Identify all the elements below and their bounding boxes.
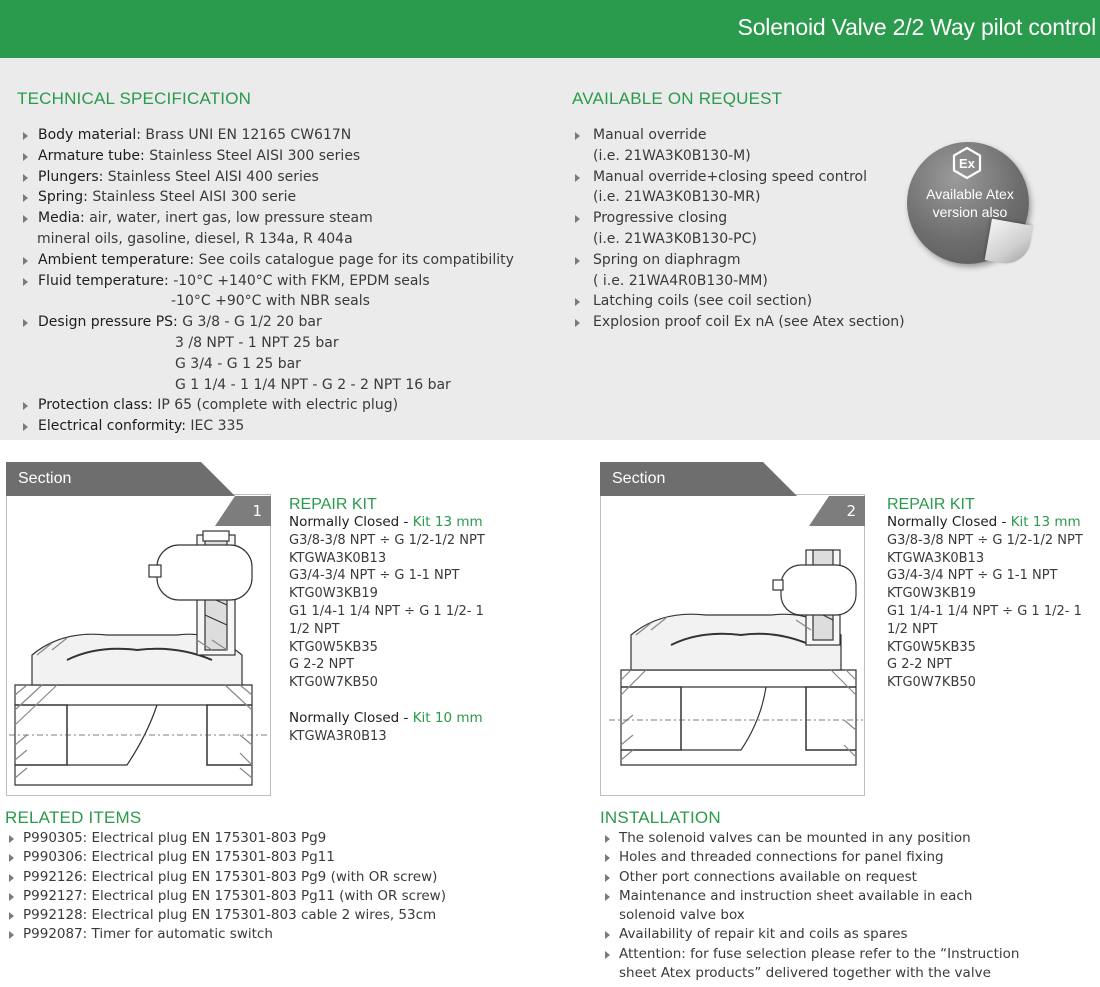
installation-item	[601, 925, 1019, 944]
section-1-number: 1	[235, 496, 271, 526]
spec-value: -10°C +140°C with FKM, EPDM seals	[168, 272, 430, 289]
kit-size: Kit 13 mm	[1010, 514, 1081, 530]
section-2-number: 2	[829, 496, 865, 526]
available-item-text: ( i.e. 21WA4R0B130-MM)	[593, 272, 768, 289]
spec-value: Stainless Steel AISI 400 series	[103, 168, 319, 185]
bullet-arrow-icon	[23, 132, 28, 140]
related-items-list	[5, 829, 446, 945]
spec-label: Armature tube:	[38, 147, 145, 164]
bullet-arrow-icon	[575, 257, 580, 265]
spec-item	[0, 125, 514, 146]
installation-item	[601, 964, 1019, 983]
installation-list	[601, 829, 1019, 983]
available-item-text: Latching coils (see coil section)	[593, 293, 813, 310]
spec-label: Plungers:	[38, 168, 104, 185]
available-item	[572, 312, 905, 333]
repair-kit-line: KTG0W3KB19	[887, 586, 976, 602]
available-item-text: Explosion proof coil Ex nA (see Atex section)	[593, 314, 905, 331]
related-item-text: P992087: Timer for automatic switch	[23, 926, 273, 943]
repair-kit-2	[887, 495, 1083, 692]
installation-item	[601, 868, 1019, 887]
repair-kit-subtitle	[887, 514, 1083, 532]
repair-kit-1	[289, 495, 485, 746]
installation-item-text: Other port connections available on request	[619, 868, 917, 885]
available-item-text: Spring on diaphragm	[593, 251, 741, 268]
spec-item	[0, 271, 514, 292]
spec-value: IEC 335	[185, 418, 245, 435]
repair-kit-line: KTG0W5KB35	[887, 639, 976, 655]
available-item	[572, 291, 905, 312]
spec-value: 3 /8 NPT - 1 NPT 25 bar	[175, 334, 339, 351]
section-1-tab-slant	[201, 462, 235, 496]
available-item	[572, 271, 905, 292]
kit-size: Kit 10 mm	[412, 709, 483, 726]
available-item	[572, 208, 905, 229]
section-2-tab: Section	[600, 462, 763, 496]
repair-kit-line: G1 1/4-1 1/4 NPT ÷ G 1 1/2- 1	[289, 603, 484, 619]
section-1-box	[6, 494, 271, 796]
spec-item	[0, 146, 514, 167]
related-item	[5, 829, 446, 848]
atex-badge-text	[907, 185, 1033, 221]
spec-item	[0, 187, 514, 208]
installation-item-text: Maintenance and instruction sheet available in each	[619, 887, 973, 904]
spec-value: G 1 1/4 - 1 1/4 NPT - G 2 - 2 NPT 16 bar	[175, 376, 451, 393]
bullet-arrow-icon	[575, 215, 580, 223]
installation-item	[601, 906, 1019, 925]
bullet-arrow-icon	[575, 174, 580, 182]
available-item	[572, 187, 905, 208]
section-2-tab-slant	[763, 462, 797, 496]
repair-kit-line: G3/8-3/8 NPT ÷ G 1/2-1/2 NPT	[289, 532, 485, 548]
bullet-arrow-icon	[605, 951, 610, 959]
bullet-arrow-icon	[9, 912, 14, 920]
page-header	[0, 0, 1100, 58]
installation-item	[601, 945, 1019, 964]
bullet-arrow-icon	[23, 402, 28, 410]
related-item-text: P992126: Electrical plug EN 175301-803 Pg9 (with OR screw)	[23, 868, 438, 885]
installation-item	[601, 887, 1019, 906]
available-item-text: Manual override+closing speed control	[593, 168, 867, 185]
repair-kit-line: G1 1/4-1 1/4 NPT ÷ G 1 1/2- 1	[887, 603, 1082, 619]
spec-value: air, water, inert gas, low pressure steam	[84, 210, 373, 227]
spec-item	[0, 416, 514, 437]
available-item-text: Manual override	[593, 127, 707, 143]
bullet-arrow-icon	[605, 874, 610, 882]
valve-section-drawing-2	[601, 495, 864, 795]
spec-value: G 3/4 - G 1 25 bar	[175, 355, 301, 372]
repair-kit-line: KTG0W3KB19	[289, 586, 378, 602]
repair-kit-line: KTG0W7KB50	[289, 675, 378, 691]
spec-label: Media:	[38, 210, 85, 227]
spec-label: Ambient temperature:	[38, 251, 195, 268]
related-item-text: P990306: Electrical plug EN 175301-803 Pg11	[23, 849, 335, 866]
bullet-arrow-icon	[9, 874, 14, 882]
installation-item-text: Holes and threaded connections for panel fixing	[619, 849, 944, 866]
spec-item	[0, 312, 514, 333]
ex-hexagon-icon	[950, 146, 984, 180]
installation-title: INSTALLATION	[600, 808, 721, 827]
spec-item	[0, 208, 514, 229]
tech-spec-title: TECHNICAL SPECIFICATION	[17, 89, 252, 108]
spec-value: mineral oils, gasoline, diesel, R 134a, R 404a	[37, 230, 353, 247]
available-list	[572, 125, 905, 333]
bullet-arrow-icon	[23, 153, 28, 161]
installation-item-text: sheet Atex products” delivered together with the valve	[619, 965, 991, 982]
repair-kit-line: G 2-2 NPT	[289, 657, 355, 673]
bullet-arrow-icon	[23, 423, 28, 431]
installation-item	[601, 848, 1019, 867]
installation-item-text: The solenoid valves can be mounted in any position	[619, 830, 971, 846]
bullet-arrow-icon	[605, 854, 610, 862]
spec-label: Design pressure PS:	[38, 314, 178, 331]
bullet-arrow-icon	[23, 215, 28, 223]
repair-kit-line: G3/4-3/4 NPT ÷ G 1-1 NPT	[887, 568, 1058, 584]
spec-label: Spring:	[38, 189, 88, 206]
bullet-arrow-icon	[575, 132, 580, 140]
badge-line-1: Available Atex	[926, 186, 1014, 202]
repair-kit-line: KTGWA3K0B13	[887, 550, 985, 566]
spec-item	[0, 333, 514, 354]
related-item	[5, 848, 446, 867]
available-item-text: (i.e. 21WA3K0B130-MR)	[593, 189, 761, 206]
spec-item	[0, 375, 514, 396]
bullet-arrow-icon	[23, 174, 28, 182]
repair-kit-line: KTGWA3R0B13	[289, 728, 387, 744]
valve-section-drawing-1	[7, 495, 270, 795]
spec-label: Fluid temperature:	[38, 272, 169, 289]
ex-symbol: Ex	[959, 156, 975, 171]
bullet-arrow-icon	[605, 931, 610, 939]
available-item	[572, 146, 905, 167]
available-item	[572, 229, 905, 250]
installation-item	[601, 829, 1019, 848]
repair-kit-line: KTGWA3K0B13	[289, 550, 387, 566]
spec-item	[0, 395, 514, 416]
spec-item	[0, 167, 514, 188]
repair-kit-line: 1/2 NPT	[289, 621, 340, 637]
spec-label: Protection class:	[38, 397, 153, 414]
repair-kit-line: G3/8-3/8 NPT ÷ G 1/2-1/2 NPT	[887, 532, 1083, 548]
spec-value: G 3/8 - G 1/2 20 bar	[177, 314, 322, 331]
installation-item-text: Attention: for fuse selection please refer to the “Instruction	[619, 945, 1020, 962]
spec-value: IP 65 (complete with electric plug)	[152, 397, 399, 414]
bullet-arrow-icon	[605, 835, 610, 843]
related-item-text: P992127: Electrical plug EN 175301-803 Pg11 (with OR screw)	[23, 887, 446, 904]
spacer	[289, 692, 485, 710]
available-item	[572, 125, 905, 146]
related-item	[5, 925, 446, 944]
related-items-title: RELATED ITEMS	[5, 808, 142, 827]
available-title: AVAILABLE ON REQUEST	[572, 89, 783, 108]
spec-label: Body material:	[38, 127, 141, 143]
kit-type: Normally Closed -	[887, 514, 1011, 530]
bullet-arrow-icon	[605, 893, 610, 901]
bullet-arrow-icon	[9, 835, 14, 843]
bullet-arrow-icon	[9, 931, 14, 939]
bullet-arrow-icon	[9, 854, 14, 862]
repair-kit-line: G3/4-3/4 NPT ÷ G 1-1 NPT	[289, 568, 460, 584]
available-item-text: (i.e. 21WA3K0B130-M)	[593, 147, 751, 164]
badge-line-2: version also	[932, 204, 1008, 220]
repair-kit-title: REPAIR KIT	[887, 496, 975, 513]
available-item	[572, 250, 905, 271]
bullet-arrow-icon	[23, 278, 28, 286]
related-item	[5, 868, 446, 887]
section-1-tab: Section	[6, 462, 201, 496]
repair-kit-line: G 2-2 NPT	[887, 657, 953, 673]
repair-kit-line: KTG0W5KB35	[289, 639, 378, 655]
bullet-arrow-icon	[575, 319, 580, 327]
spec-value: -10°C +90°C with NBR seals	[171, 293, 370, 310]
repair-kit-subtitle	[289, 710, 485, 728]
spec-value: Stainless Steel AISI 300 serie	[87, 189, 297, 206]
page-title: Solenoid Valve 2/2 Way pilot control	[737, 14, 1096, 40]
tech-spec-list	[0, 125, 514, 437]
available-item	[572, 167, 905, 188]
spec-label: Electrical conformity:	[38, 418, 186, 435]
installation-item-text: Availability of repair kit and coils as spares	[619, 926, 908, 943]
kit-type: Normally Closed -	[289, 709, 413, 726]
spec-value: Brass UNI EN 12165 CW617N	[140, 127, 352, 143]
related-item-text: P992128: Electrical plug EN 175301-803 cable 2 wires, 53cm	[23, 907, 437, 924]
repair-kit-title: REPAIR KIT	[289, 496, 377, 513]
bullet-arrow-icon	[575, 298, 580, 306]
spec-value: Stainless Steel AISI 300 series	[144, 147, 361, 164]
spec-item	[0, 354, 514, 375]
section-2-box	[600, 494, 865, 796]
available-item-text: (i.e. 21WA3K0B130-PC)	[593, 230, 757, 247]
repair-kit-line: KTG0W7KB50	[887, 675, 976, 691]
related-item	[5, 887, 446, 906]
installation-item-text: solenoid valve box	[619, 907, 745, 924]
spec-item	[0, 250, 514, 271]
spec-value: See coils catalogue page for its compatibility	[194, 251, 514, 268]
available-item-text: Progressive closing	[593, 210, 728, 227]
bullet-arrow-icon	[23, 257, 28, 265]
repair-kit-line: 1/2 NPT	[887, 621, 938, 637]
repair-kit-subtitle	[289, 514, 485, 532]
kit-type: Normally Closed -	[289, 514, 413, 530]
spec-item	[0, 229, 514, 250]
bullet-arrow-icon	[9, 893, 14, 901]
related-item-text: P990305: Electrical plug EN 175301-803 Pg9	[23, 830, 327, 846]
related-item	[5, 906, 446, 925]
kit-size: Kit 13 mm	[412, 514, 483, 530]
spec-item	[0, 291, 514, 312]
bullet-arrow-icon	[23, 194, 28, 202]
bullet-arrow-icon	[23, 319, 28, 327]
